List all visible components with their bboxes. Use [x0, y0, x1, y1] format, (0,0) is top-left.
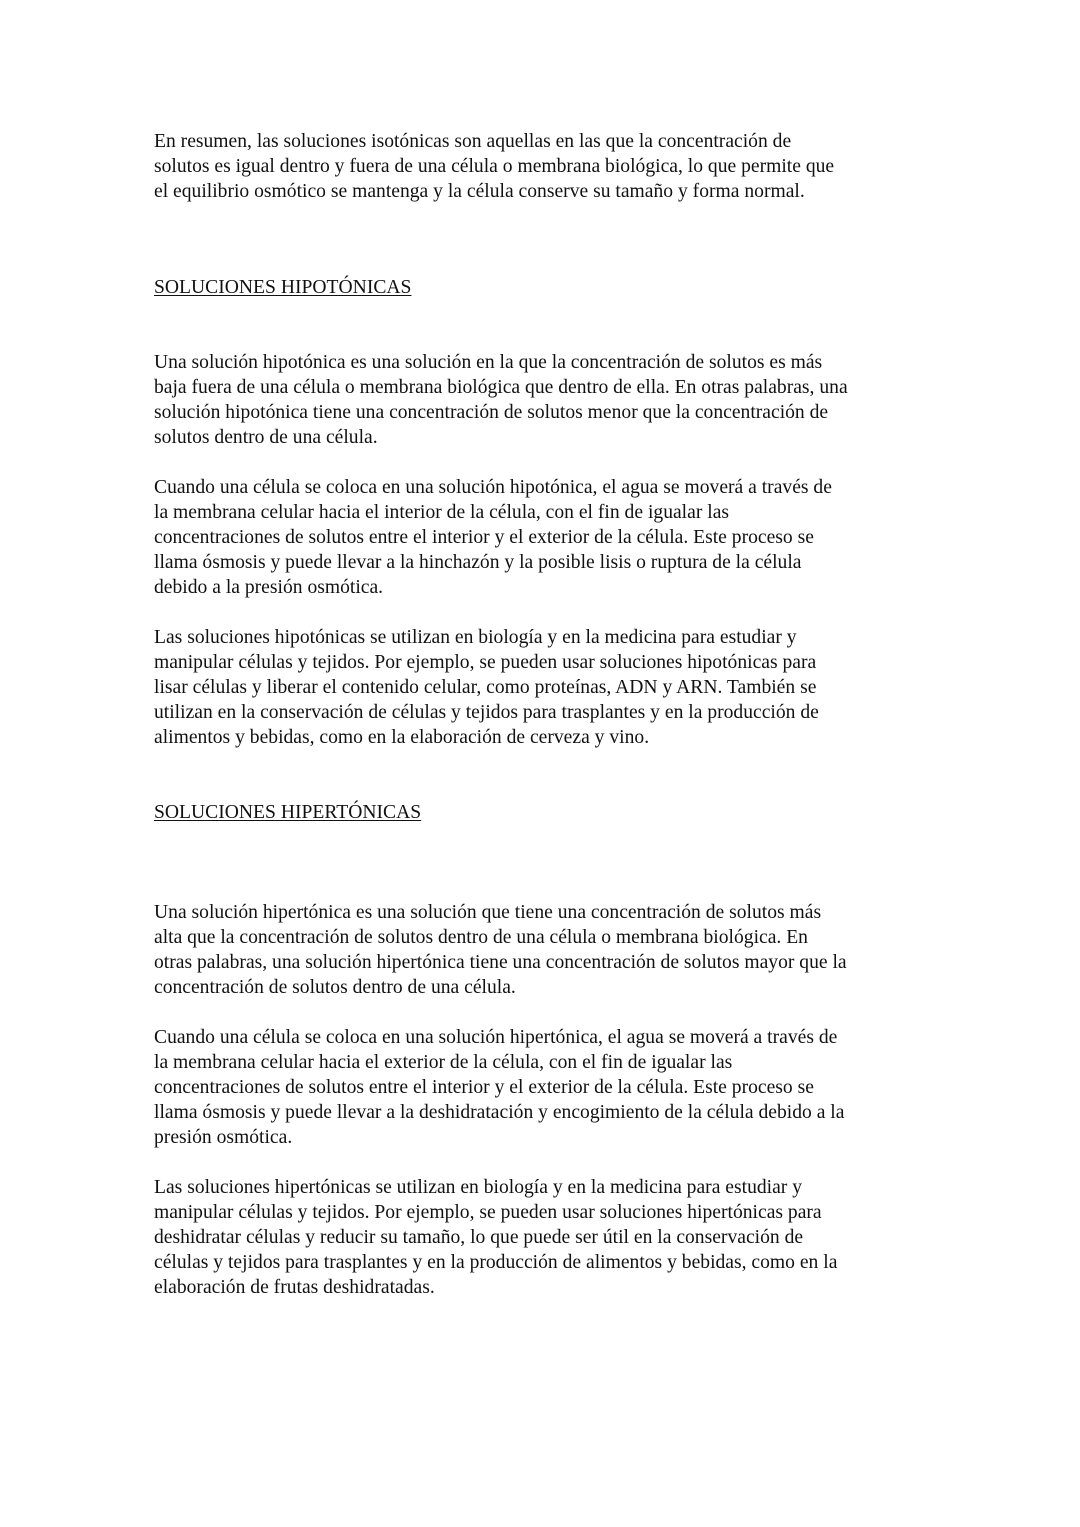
- text-line: alta que la concentración de solutos dentro de una célula o membrana biológica. En: [154, 927, 808, 948]
- text-line: manipular células y tejidos. Por ejemplo, se pueden usar soluciones hipotónicas para: [154, 652, 817, 673]
- text-line: concentración de solutos dentro de una célula.: [154, 977, 516, 998]
- text-line: la membrana celular hacia el interior de la célula, con el fin de igualar las: [154, 502, 730, 523]
- text-line: presión osmótica.: [154, 1127, 293, 1148]
- text-line: células y tejidos para trasplantes y en la producción de alimentos y bebidas, como en la: [154, 1252, 838, 1273]
- text-line: otras palabras, una solución hipertónica tiene una concentración de solutos mayor que la: [154, 952, 847, 973]
- text-line: utilizan en la conservación de células y tejidos para trasplantes y en la producción de: [154, 702, 819, 723]
- text-line: el equilibrio osmótico se mantenga y la célula conserve su tamaño y forma normal.: [154, 181, 805, 202]
- hipertonicas-paragraph-3: [154, 1175, 944, 1300]
- text-line: alimentos y bebidas, como en la elaboración de cerveza y vino.: [154, 727, 650, 748]
- hipotonicas-paragraph-1: [154, 350, 944, 450]
- hipertonicas-paragraph-1: [154, 900, 944, 1000]
- hipotonicas-paragraph-3: [154, 625, 944, 750]
- text-line: solutos dentro de una célula.: [154, 427, 378, 448]
- text-line: llama ósmosis y puede llevar a la deshidratación y encogimiento de la célula debido a la: [154, 1102, 845, 1123]
- text-line: solución hipotónica tiene una concentración de solutos menor que la concentración de: [154, 402, 829, 423]
- text-line: Cuando una célula se coloca en una solución hipotónica, el agua se moverá a través de: [154, 477, 832, 498]
- hipertonicas-paragraph-2: [154, 1025, 944, 1150]
- text-line: lisar células y liberar el contenido celular, como proteínas, ADN y ARN. También se: [154, 677, 817, 698]
- text-line: En resumen, las soluciones isotónicas son aquellas en las que la concentración de: [154, 131, 792, 152]
- text-line: debido a la presión osmótica.: [154, 577, 384, 598]
- heading-hipertonicas: SOLUCIONES HIPERTÓNICAS: [154, 802, 422, 823]
- text-line: Las soluciones hipertónicas se utilizan en biología y en la medicina para estudiar y: [154, 1177, 803, 1198]
- text-line: deshidratar células y reducir su tamaño, lo que puede ser útil en la conservación de: [154, 1227, 804, 1248]
- text-line: la membrana celular hacia el exterior de la célula, con el fin de igualar las: [154, 1052, 733, 1073]
- text-line: Cuando una célula se coloca en una solución hipertónica, el agua se moverá a través de: [154, 1027, 838, 1048]
- text-line: manipular células y tejidos. Por ejemplo, se pueden usar soluciones hipertónicas para: [154, 1202, 822, 1223]
- intro-paragraph: [154, 129, 944, 204]
- text-line: llama ósmosis y puede llevar a la hinchazón y la posible lisis o ruptura de la célula: [154, 552, 802, 573]
- text-line: Una solución hipotónica es una solución en la que la concentración de solutos es más: [154, 352, 823, 373]
- text-line: baja fuera de una célula o membrana biológica que dentro de ella. En otras palabras, una: [154, 377, 848, 398]
- hipotonicas-paragraph-2: [154, 475, 944, 600]
- heading-hipotonicas: SOLUCIONES HIPOTÓNICAS: [154, 277, 412, 298]
- text-line: elaboración de frutas deshidratadas.: [154, 1277, 435, 1298]
- text-line: concentraciones de solutos entre el interior y el exterior de la célula. Este proceso se: [154, 1077, 814, 1098]
- text-line: Una solución hipertónica es una solución que tiene una concentración de solutos más: [154, 902, 822, 923]
- document-page: [154, 129, 944, 1300]
- text-line: solutos es igual dentro y fuera de una célula o membrana biológica, lo que permite que: [154, 156, 835, 177]
- text-line: concentraciones de solutos entre el interior y el exterior de la célula. Este proceso se: [154, 527, 814, 548]
- text-line: Las soluciones hipotónicas se utilizan en biología y en la medicina para estudiar y: [154, 627, 797, 648]
